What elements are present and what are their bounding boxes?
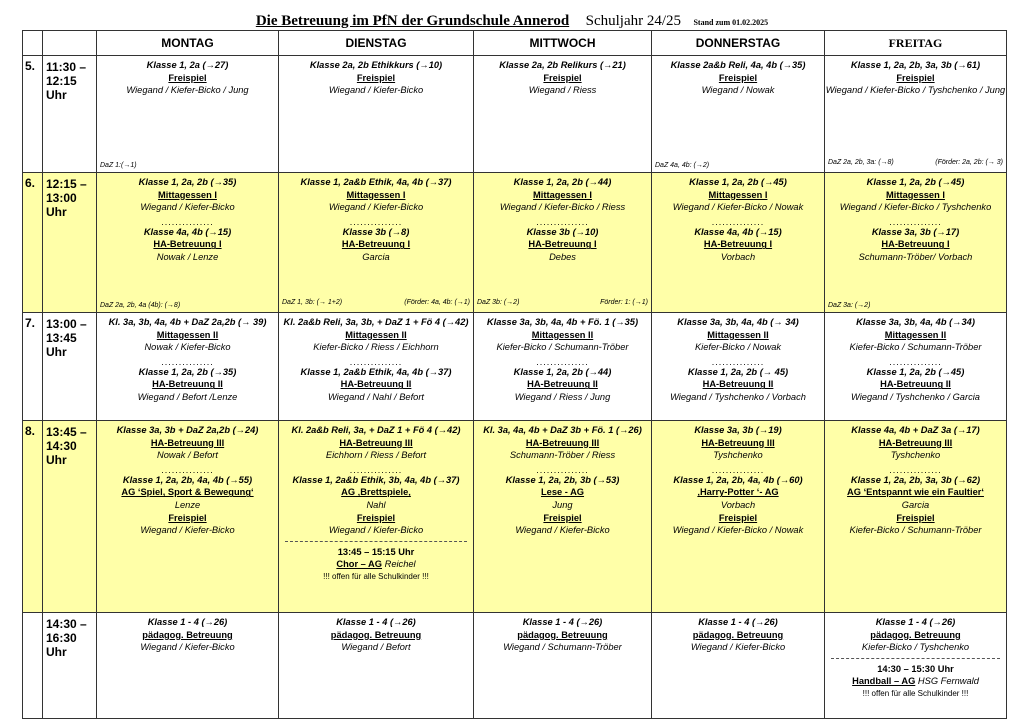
class-line: Klasse 2a, 2b Ethikkurs (→10) <box>309 60 443 70</box>
schedule-row <box>23 56 1007 173</box>
class-line: Klasse 1, 2a, 2b, 4a, 4b (→55) <box>122 474 253 485</box>
separator-dots: ............... <box>889 464 942 475</box>
schedule-cell <box>474 421 652 613</box>
staff-names: Wiegand / Kiefer-Bicko <box>690 642 786 653</box>
activity-title: ‚Harry-Potter ‘- AG <box>697 487 779 498</box>
schedule-row <box>23 173 1007 313</box>
separator-dots: ............... <box>711 356 765 367</box>
class-line: Klasse 1 - 4 (→26) <box>875 617 956 627</box>
activity-title: Freispiel <box>356 72 396 83</box>
staff-names: Vorbach <box>720 251 756 262</box>
activity-title: pädagog. Betreuung <box>517 629 608 640</box>
extra-activity <box>831 658 1000 701</box>
class-line: Klasse 3a, 3b + DaZ 2a,2b (→24) <box>116 425 259 435</box>
schedule-cell <box>474 613 652 719</box>
document-title: Die Betreuung im PfN der Grundschule Annerod <box>255 13 570 29</box>
class-line: Klasse 1, 2a, 2b, 3b (→53) <box>505 474 620 485</box>
schedule-cell <box>652 421 825 613</box>
activity-title: Freispiel <box>718 512 758 523</box>
class-line: Klasse 1, 2a, 2b, 3a, 3b (→62) <box>850 474 981 485</box>
schedule-cell <box>474 56 652 173</box>
activity-title: AG ‚Brettspiele‚ <box>341 487 411 498</box>
activity-title: Freispiel <box>543 72 582 83</box>
staff-names: Lenze <box>174 499 201 510</box>
footnote <box>652 161 824 170</box>
activity-title: Mittagessen I <box>346 189 406 200</box>
class-line: Klasse 1, 2a, 2b (→44) <box>513 177 612 187</box>
footnote-text: DaZ 4a, 4b: (→2) <box>655 162 710 169</box>
activity-title: Freispiel <box>168 72 207 83</box>
staff-names: Wiegand / Tyshchenko / Vorbach <box>670 391 806 402</box>
activity-title: Lese - AG <box>540 487 585 498</box>
schedule-cell <box>279 421 474 613</box>
separator-dots: ............... <box>161 464 214 475</box>
schedule-cell <box>97 613 279 719</box>
activity-title: HA-Betreuung I <box>153 239 222 250</box>
class-line: Klasse 1, 2a&b Ethik, 4a, 4b (→37) <box>300 177 452 187</box>
staff-names: Wiegand / Kiefer-Bicko <box>328 525 424 536</box>
day-header: DIENSTAG <box>279 31 474 56</box>
class-line: Klasse 1, 2a&b Ethik, 4a, 4b (→37) <box>300 366 452 377</box>
class-line: Klasse 3a, 3b (→19) <box>694 425 782 435</box>
separator-dots: ............... <box>161 356 214 367</box>
separator-dots: ............... <box>536 464 589 475</box>
time-slot: 12:15 – 13:00 Uhr <box>43 173 97 313</box>
day-header: DONNERSTAG <box>652 31 825 56</box>
class-line: Klasse 3a, 3b, 4a, 4b (→ 34) <box>677 317 799 327</box>
schedule-cell <box>474 173 652 313</box>
activity-title: pädagog. Betreuung <box>692 629 784 640</box>
separator-dots: ............... <box>349 464 403 475</box>
footnote-text: (Förder: 4a, 4b: (→1) <box>404 299 470 307</box>
extra-note: !!! offen für alle Schulkinder !!! <box>862 688 969 698</box>
staff-names: Wiegand / Kiefer-Bicko / Nowak <box>672 202 804 213</box>
extra-leader: Reichel <box>384 559 416 570</box>
footnote-text: Förder: 1: (→1) <box>600 299 648 307</box>
separator-dots: ............... <box>711 216 765 227</box>
staff-names: Wiegand / Schumann-Tröber <box>503 642 622 653</box>
staff-names: Kiefer-Bicko / Nowak <box>694 342 782 353</box>
staff-names: Nowak / Befort <box>157 450 218 461</box>
staff-names: Garcia <box>901 499 930 510</box>
staff-names: Wiegand / Kiefer-Bicko <box>328 202 424 213</box>
activity-title: HA-Betreuung I <box>341 239 411 250</box>
extra-activity <box>285 541 467 584</box>
staff-names: Jung <box>552 499 573 510</box>
activity-title: Mittagessen I <box>708 189 768 200</box>
schedule-cell <box>97 313 279 421</box>
class-line: Klasse 1, 2a, 2b, 4a, 4b (→60) <box>673 474 803 485</box>
activity-title: HA-Betreuung III <box>878 437 953 448</box>
class-line: Klasse 1, 2a, 2b, 3a, 3b (→61) <box>850 60 981 70</box>
staff-names: Wiegand / Kiefer-Bicko / Tyshchenko <box>839 202 992 213</box>
staff-names: Nowak / Kiefer-Bicko <box>144 342 231 353</box>
schedule-table <box>22 30 1007 719</box>
staff-names: Wiegand / Kiefer-Bicko <box>328 85 424 96</box>
activity-title: HA-Betreuung II <box>702 379 774 390</box>
staff-names: Kiefer-Bicko / Riess / Eichhorn <box>313 342 439 353</box>
activity-title: Mittagessen II <box>884 329 947 340</box>
activity-title: Freispiel <box>543 512 582 523</box>
schedule-cell <box>825 313 1007 421</box>
staff-names: Vorbach <box>720 499 756 510</box>
class-line: Klasse 3a, 3b, 4a, 4b + Fö. 1 (→35) <box>486 317 639 327</box>
schedule-cell <box>652 313 825 421</box>
activity-title: HA-Betreuung II <box>527 379 598 390</box>
class-line: Kl. 3a, 4a, 4b + DaZ 3b + Fö. 1 (→26) <box>483 425 642 435</box>
class-line: Klasse 3a, 3b, 4a, 4b (→34) <box>856 317 975 327</box>
activity-title: Mittagessen I <box>886 189 945 200</box>
activity-title: HA-Betreuung III <box>701 437 775 448</box>
staff-names: Nowak / Lenze <box>156 251 219 262</box>
schedule-cell <box>279 56 474 173</box>
schedule-cell <box>97 421 279 613</box>
time-slot: 14:30 – 16:30 Uhr <box>43 613 97 719</box>
class-line: Kl. 2a&b Reli, 3a, + DaZ 1 + Fö 4 (→42) <box>291 425 461 435</box>
activity-title: Mittagessen I <box>533 189 592 200</box>
footnote-text: DaZ 3b: (→2) <box>477 299 520 307</box>
schedule-cell <box>474 313 652 421</box>
activity-title: HA-Betreuung III <box>150 437 225 448</box>
class-line: Klasse 3b (→10) <box>526 226 599 237</box>
schedule-cell <box>652 613 825 719</box>
day-header: FREITAG <box>825 31 1007 56</box>
class-line: Klasse 3a, 3b (→17) <box>871 226 960 237</box>
activity-title: HA-Betreuung II <box>152 379 223 390</box>
staff-names: Wiegand / Kiefer-Bicko / Tyshchenko / Jung <box>825 85 1006 96</box>
staff-names: Garcia <box>362 251 390 262</box>
staff-names: Eichhorn / Riess / Befort <box>325 450 427 461</box>
staff-names: Wiegand / Tyshchenko / Garcia <box>851 391 980 402</box>
footnote <box>279 297 473 310</box>
separator-dots: ............... <box>536 216 589 227</box>
period-number: 7. <box>23 313 43 421</box>
class-line: Kl. 2a&b Reli, 3a, 3b, + DaZ 1 + Fö 4 (→42) <box>283 317 469 327</box>
activity-title: Freispiel <box>896 512 935 523</box>
activity-title: Freispiel <box>356 512 396 523</box>
staff-names: Nahl <box>366 499 386 510</box>
staff-names: Wiegand / Riess / Jung <box>514 391 611 402</box>
footnote <box>97 301 278 310</box>
activity-title: pädagog. Betreuung <box>142 629 233 640</box>
footnote <box>825 157 1006 170</box>
schedule-row <box>23 613 1007 719</box>
separator-dots: ............... <box>889 356 942 367</box>
extra-leader: HSG Fernwald <box>917 676 979 687</box>
separator-dots: ............... <box>711 464 765 475</box>
schedule-cell <box>97 56 279 173</box>
schedule-cell <box>97 173 279 313</box>
schedule-cell <box>652 173 825 313</box>
schedule-cell <box>825 173 1007 313</box>
staff-names: Kiefer-Bicko / Schumann-Tröber <box>849 525 982 536</box>
class-line: Klasse 1, 2a, 2b (→35) <box>138 177 237 187</box>
activity-title: pädagog. Betreuung <box>330 629 422 640</box>
class-line: Klasse 1, 2a, 2b (→ 45) <box>687 366 789 377</box>
activity-title: Freispiel <box>718 72 758 83</box>
schedule-row <box>23 313 1007 421</box>
stand-date: Stand zum 01.02.2025 <box>693 18 769 27</box>
footnote <box>97 161 278 170</box>
activity-title: HA-Betreuung I <box>528 239 597 250</box>
activity-title: Mittagessen II <box>345 329 407 340</box>
day-header-row <box>23 31 1007 56</box>
staff-names: Wiegand / Kiefer-Bicko / Nowak <box>672 525 804 536</box>
schedule-cell <box>652 56 825 173</box>
footnote <box>474 297 651 310</box>
separator-dots: ............... <box>349 356 403 367</box>
separator-dots: ............... <box>161 216 214 227</box>
schedule-row <box>23 421 1007 613</box>
separator-dots: ............... <box>536 356 589 367</box>
extra-title: Chor – AG <box>336 559 383 570</box>
staff-names: Schumann-Tröber / Riess <box>509 450 616 461</box>
staff-names: Tyshchenko <box>890 450 941 461</box>
class-line: Klasse 1, 2a, 2b (→45) <box>866 177 965 187</box>
schedule-cell <box>825 56 1007 173</box>
staff-names: Debes <box>549 251 576 262</box>
schedule-cell <box>825 421 1007 613</box>
staff-names: Wiegand / Kiefer-Bicko <box>140 525 235 536</box>
corner-cell <box>23 31 43 56</box>
class-line: Klasse 1, 2a, 2b (→35) <box>138 366 237 377</box>
schedule-cell <box>825 613 1007 719</box>
separator-dots: ............... <box>889 216 942 227</box>
period-number <box>23 613 43 719</box>
activity-title: HA-Betreuung II <box>340 379 412 390</box>
class-line: Klasse 4a, 4b + DaZ 3a (→17) <box>851 425 980 435</box>
school-year: Schuljahr 24/25 <box>585 13 682 29</box>
footnote-text: DaZ 1, 3b: (→ 1+2) <box>282 299 343 307</box>
activity-title: HA-Betreuung II <box>880 379 951 390</box>
staff-names: Wiegand / Kiefer-Bicko / Riess <box>499 202 626 213</box>
extra-title: Handball – AG <box>852 676 916 687</box>
footnote-text: (Förder: 2a, 2b: (→ 3) <box>935 159 1003 167</box>
footnote <box>825 301 1006 310</box>
day-header: MONTAG <box>97 31 279 56</box>
activity-title: AG ‘Spiel, Sport & Bewegung‘ <box>121 487 254 498</box>
period-number: 8. <box>23 421 43 613</box>
staff-names: Wiegand / Nahl / Befort <box>327 391 425 402</box>
class-line: Klasse 1 - 4 (→26) <box>336 617 416 627</box>
staff-names: Wiegand / Kiefer-Bicko <box>515 525 610 536</box>
class-line: Klasse 1, 2a&b Ethik, 3b, 4a, 4b (→37) <box>292 474 460 485</box>
staff-names: Wiegand / Kiefer-Bicko / Jung <box>126 85 249 96</box>
activity-title: HA-Betreuung I <box>881 239 950 250</box>
staff-names: Wiegand / Befort /Lenze <box>137 391 238 402</box>
staff-names: Wiegand / Kiefer-Bicko <box>140 642 235 653</box>
staff-names: Kiefer-Bicko / Schumann-Tröber <box>496 342 629 353</box>
staff-names: Schumann-Tröber/ Vorbach <box>858 251 973 262</box>
separator-dots: ............... <box>349 216 403 227</box>
activity-title: AG ‘Entspannt wie ein Faultier‘ <box>847 487 984 498</box>
schedule-cell <box>279 313 474 421</box>
class-line: Klasse 4a, 4b (→15) <box>694 226 782 237</box>
activity-title: Mittagessen II <box>531 329 594 340</box>
staff-names: Wiegand / Kiefer-Bicko <box>140 202 235 213</box>
extra-note: !!! offen für alle Schulkinder !!! <box>323 571 429 581</box>
time-slot: 11:30 – 12:15 Uhr <box>43 56 97 173</box>
class-line: Kl. 3a, 3b, 4a, 4b + DaZ 2a,2b (→ 39) <box>108 317 267 327</box>
footnote-text: DaZ 3a: (→2) <box>828 302 871 309</box>
extra-time: 13:45 – 15:15 Uhr <box>337 546 415 557</box>
staff-names: Wiegand / Befort <box>341 642 411 653</box>
staff-names: Tyshchenko <box>713 450 763 461</box>
activity-title: HA-Betreuung III <box>339 437 413 448</box>
time-slot: 13:00 – 13:45 Uhr <box>43 313 97 421</box>
day-header: MITTWOCH <box>474 31 652 56</box>
class-line: Klasse 3b (→8) <box>342 226 410 237</box>
class-line: Klasse 4a, 4b (→15) <box>143 226 232 237</box>
staff-names: Kiefer-Bicko / Schumann-Tröber <box>849 342 982 353</box>
class-line: Klasse 1, 2a, 2b (→45) <box>689 177 787 187</box>
time-slot: 13:45 – 14:30 Uhr <box>43 421 97 613</box>
schedule-cell <box>279 173 474 313</box>
staff-names: Wiegand / Riess <box>528 85 597 96</box>
footnote-text: DaZ 2a, 2b, 4a (4b): (→8) <box>100 302 181 309</box>
footnote-text: DaZ 1:(→1) <box>100 162 137 169</box>
activity-title: Mittagessen II <box>156 329 219 340</box>
class-line: Klasse 1, 2a, 2b (→44) <box>513 366 612 377</box>
activity-title: HA-Betreuung I <box>703 239 773 250</box>
activity-title: HA-Betreuung III <box>525 437 600 448</box>
class-line: Klasse 1, 2a, 2b (→45) <box>866 366 965 377</box>
activity-title: Mittagessen II <box>707 329 769 340</box>
corner-cell <box>43 31 97 56</box>
activity-title: pädagog. Betreuung <box>870 629 961 640</box>
schedule-cell <box>279 613 474 719</box>
staff-names: Wiegand / Nowak <box>701 85 775 96</box>
staff-names: Kiefer-Bicko / Tyshchenko <box>861 642 970 653</box>
class-line: Klasse 2a, 2b Relikurs (→21) <box>499 60 626 70</box>
class-line: Klasse 1 - 4 (→26) <box>147 617 228 627</box>
footnote-text: DaZ 2a, 2b, 3a: (→8) <box>828 159 894 167</box>
activity-title: Freispiel <box>896 72 935 83</box>
class-line: Klasse 1 - 4 (→26) <box>698 617 778 627</box>
class-line: Klasse 1, 2a (→27) <box>146 60 229 70</box>
extra-time: 14:30 – 15:30 Uhr <box>877 663 954 674</box>
class-line: Klasse 2a&b Reli, 4a, 4b (→35) <box>670 60 806 70</box>
class-line: Klasse 1 - 4 (→26) <box>522 617 603 627</box>
activity-title: Freispiel <box>168 512 207 523</box>
period-number: 6. <box>23 173 43 313</box>
activity-title: Mittagessen I <box>158 189 217 200</box>
period-number: 5. <box>23 56 43 173</box>
